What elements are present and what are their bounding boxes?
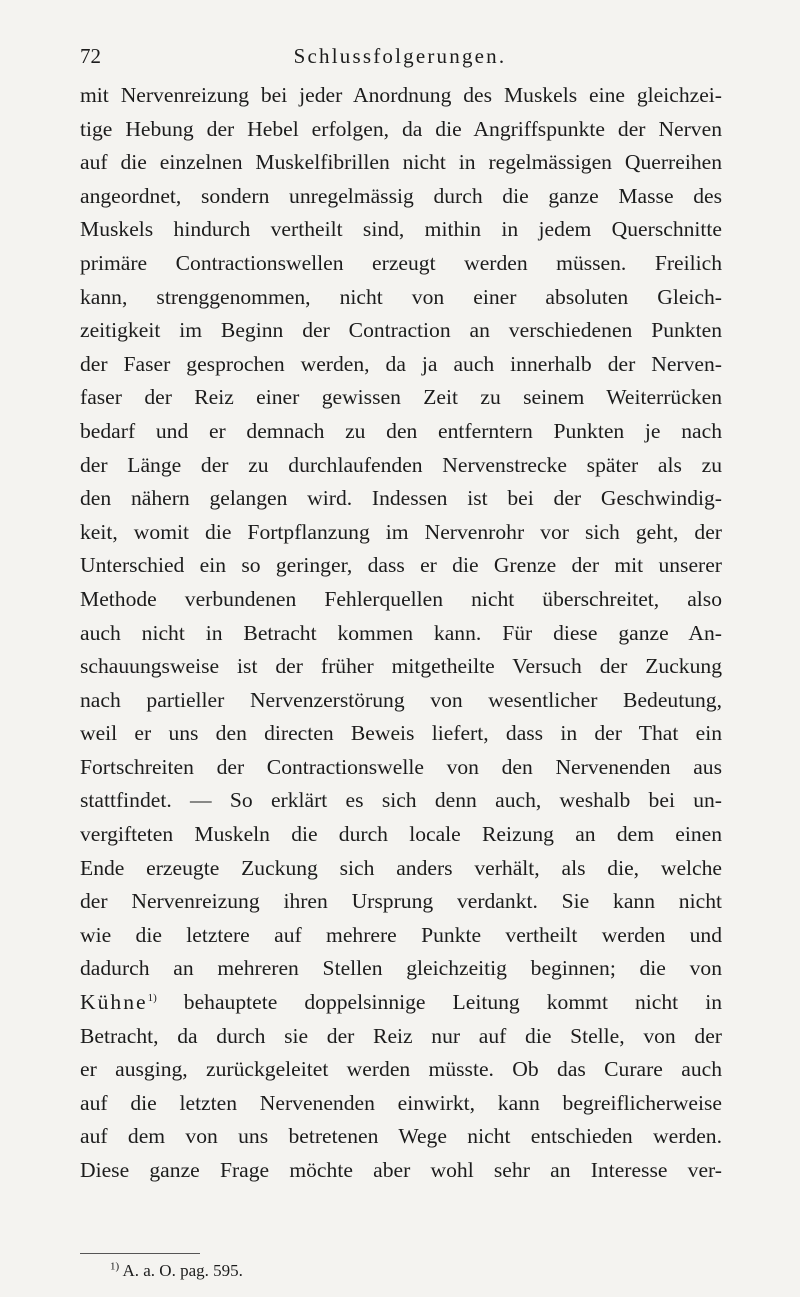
text-line: kann, strenggenommen, nicht von einer absoluten Gleich-: [80, 284, 722, 309]
text-line: stattfindet. — So erklärt es sich denn auch, weshalb bei un-: [80, 788, 722, 813]
text-line: schauungsweise ist der früher mitgetheilte Versuch der Zuckung: [80, 654, 722, 679]
text-line: Betracht, da durch sie der Reiz nur auf die Stelle, von der: [80, 1023, 722, 1048]
text-line: Diese ganze Frage möchte aber wohl sehr an Interesse ver-: [80, 1158, 722, 1182]
text-line: faser der Reiz einer gewissen Zeit zu seinem Weiterrücken: [80, 385, 722, 410]
text-line: der Nervenreizung ihren Ursprung verdankt. Sie kann nicht: [80, 889, 722, 914]
text-line: tige Hebung der Hebel erfolgen, da die Angriffspunkte der Nerven: [80, 116, 722, 141]
text-line: auch nicht in Betracht kommen kann. Für diese ganze An-: [80, 620, 722, 645]
text-line: Muskels hindurch vertheilt sind, mithin in jedem Querschnitte: [80, 217, 722, 242]
text-line: mit Nervenreizung bei jeder Anordnung des Muskels eine gleichzei-: [80, 83, 722, 107]
text-line-rest: behauptete doppelsinnige Leitung kommt nicht in: [156, 990, 722, 1015]
page-header: [80, 44, 720, 78]
footnote-mark: 1): [110, 1260, 120, 1273]
cited-author: Kühne: [80, 990, 148, 1015]
page-number: 72: [80, 44, 101, 68]
text-line: wie die letztere auf mehrere Punkte vertheilt werden und: [80, 922, 722, 947]
text-line: angeordnet, sondern unregelmässig durch die ganze Masse des: [80, 183, 722, 208]
footnote: [110, 1258, 243, 1284]
text-line: auf die letzten Nervenenden einwirkt, kann begreiflicherweise: [80, 1090, 722, 1115]
text-line: keit, womit die Fortpflanzung im Nervenrohr vor sich geht, der: [80, 519, 722, 544]
footnote-divider: [80, 1253, 200, 1254]
text-line: nach partieller Nervenzerstörung von wesentlicher Bedeutung,: [80, 687, 722, 712]
footnote-reference: 1): [147, 991, 157, 1004]
text-line: den nähern gelangen wird. Indessen ist bei der Geschwindig-: [80, 486, 722, 511]
text-line: der Länge der zu durchlaufenden Nervenstrecke später als zu: [80, 452, 722, 477]
text-line: der Faser gesprochen werden, da ja auch innerhalb der Nerven-: [80, 351, 722, 376]
text-line: zeitigkeit im Beginn der Contraction an verschiedenen Punkten: [80, 318, 722, 343]
running-head: Schlussfolgerungen.: [293, 44, 507, 68]
text-line: Ende erzeugte Zuckung sich anders verhält, als die, welche: [80, 855, 722, 880]
text-line: vergifteten Muskeln die durch locale Reizung an dem einen: [80, 822, 722, 847]
text-line: auf die einzelnen Muskelfibrillen nicht in regelmässigen Querreihen: [80, 150, 722, 175]
text-line: primäre Contractionswellen erzeugt werden müssen. Freilich: [80, 250, 722, 275]
text-line: weil er uns den directen Beweis liefert, dass in der That ein: [80, 721, 722, 746]
footnote-text: A. a. O. pag. 595.: [119, 1261, 243, 1280]
text-line: auf dem von uns betretenen Wege nicht entschieden werden.: [80, 1124, 722, 1149]
text-line: Fortschreiten der Contractionswelle von den Nervenenden aus: [80, 754, 722, 779]
text-line: Methode verbundenen Fehlerquellen nicht überschreitet, also: [80, 586, 722, 611]
text-line: dadurch an mehreren Stellen gleichzeitig beginnen; die von: [80, 956, 722, 981]
text-line: Unterschied ein so geringer, dass er die Grenze der mit unserer: [80, 553, 722, 578]
text-line: bedarf und er demnach zu den entferntern Punkten je nach: [80, 418, 722, 443]
body-text: [80, 79, 722, 1188]
text-line: er ausging, zurückgeleitet werden müsste. Ob das Curare auch: [80, 1057, 722, 1082]
text-line-kuhne: [80, 986, 722, 1020]
